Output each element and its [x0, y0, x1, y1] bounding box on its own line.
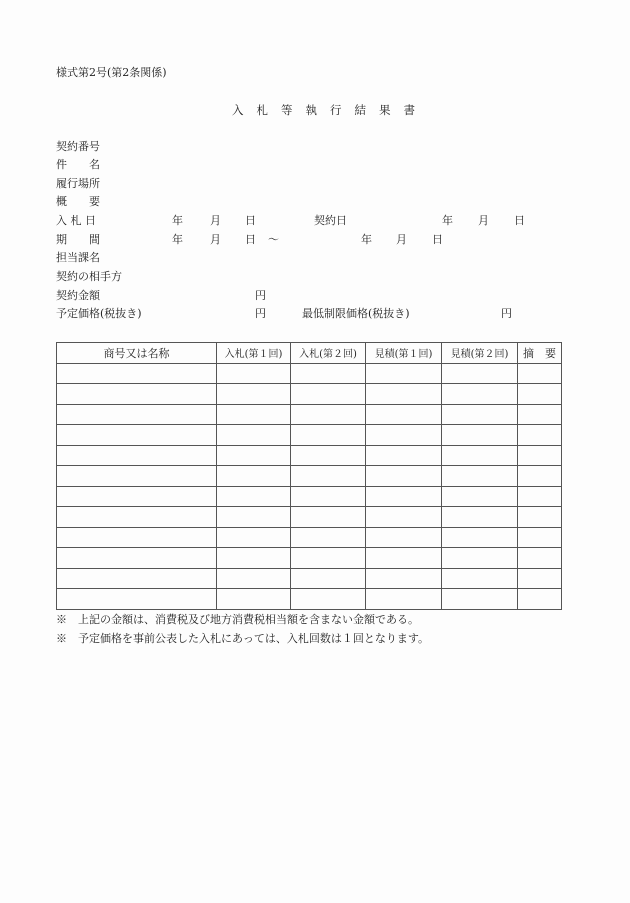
label-min-price: 最低制限価格(税抜き) — [302, 307, 410, 320]
label-est-price: 予定価格(税抜き) — [56, 307, 142, 320]
cell-bid-1[interactable] — [217, 384, 291, 405]
bid-day-unit: 日 — [245, 214, 256, 227]
cell-bid-1[interactable] — [217, 589, 291, 610]
table-header-row — [57, 343, 562, 364]
est-price-yen-unit: 円 — [255, 307, 266, 320]
cell-bid-2[interactable] — [291, 384, 366, 405]
header-quote-2: 見積(第２回) — [442, 343, 518, 364]
period-start-month-unit: 月 — [210, 233, 221, 246]
cell-quote-1[interactable] — [366, 486, 442, 507]
label-summary: 概 要 — [56, 195, 100, 208]
label-dept: 担当課名 — [56, 251, 100, 264]
contract-year-unit: 年 — [442, 214, 453, 227]
cell-company[interactable] — [57, 507, 217, 528]
cell-quote-2[interactable] — [442, 404, 518, 425]
cell-quote-2[interactable] — [442, 425, 518, 446]
header-bid-1: 入札(第１回) — [217, 343, 291, 364]
cell-company[interactable] — [57, 425, 217, 446]
cell-remarks[interactable] — [518, 568, 562, 589]
cell-company[interactable] — [57, 466, 217, 487]
cell-company[interactable] — [57, 527, 217, 548]
header-company: 商号又は名称 — [57, 343, 217, 364]
period-end-month-unit: 月 — [396, 233, 407, 246]
cell-bid-2[interactable] — [291, 445, 366, 466]
cell-bid-2[interactable] — [291, 568, 366, 589]
table-row — [57, 445, 562, 466]
table-row — [57, 466, 562, 487]
table-row — [57, 527, 562, 548]
cell-company[interactable] — [57, 486, 217, 507]
cell-company[interactable] — [57, 568, 217, 589]
cell-quote-2[interactable] — [442, 445, 518, 466]
period-end-day-unit: 日 — [432, 233, 443, 246]
header-remarks: 摘 要 — [518, 343, 562, 364]
cell-bid-1[interactable] — [217, 466, 291, 487]
table-row — [57, 589, 562, 610]
label-contract-date: 契約日 — [314, 214, 347, 227]
cell-quote-1[interactable] — [366, 404, 442, 425]
cell-bid-1[interactable] — [217, 445, 291, 466]
cell-quote-1[interactable] — [366, 425, 442, 446]
min-price-yen-unit: 円 — [501, 307, 512, 320]
cell-bid-2[interactable] — [291, 425, 366, 446]
contract-month-unit: 月 — [478, 214, 489, 227]
table-row — [57, 404, 562, 425]
cell-remarks[interactable] — [518, 425, 562, 446]
bid-year-unit: 年 — [172, 214, 183, 227]
cell-quote-1[interactable] — [366, 527, 442, 548]
cell-bid-2[interactable] — [291, 466, 366, 487]
cell-quote-2[interactable] — [442, 548, 518, 569]
table-row — [57, 568, 562, 589]
table-row — [57, 384, 562, 405]
cell-remarks[interactable] — [518, 466, 562, 487]
cell-quote-1[interactable] — [366, 363, 442, 384]
cell-remarks[interactable] — [518, 486, 562, 507]
cell-quote-1[interactable] — [366, 548, 442, 569]
cell-bid-2[interactable] — [291, 507, 366, 528]
period-tilde: ～ — [268, 233, 279, 246]
cell-remarks[interactable] — [518, 363, 562, 384]
label-bid-date: 入 札 日 — [56, 214, 96, 227]
label-name: 件 名 — [56, 158, 100, 171]
table-row — [57, 363, 562, 384]
cell-bid-1[interactable] — [217, 425, 291, 446]
bid-month-unit: 月 — [210, 214, 221, 227]
label-amount: 契約金額 — [56, 289, 100, 302]
cell-quote-2[interactable] — [442, 363, 518, 384]
cell-quote-2[interactable] — [442, 384, 518, 405]
label-location: 履行場所 — [56, 177, 100, 190]
cell-remarks[interactable] — [518, 384, 562, 405]
cell-bid-2[interactable] — [291, 404, 366, 425]
cell-company[interactable] — [57, 363, 217, 384]
label-contract-no: 契約番号 — [56, 140, 100, 153]
cell-quote-1[interactable] — [366, 589, 442, 610]
cell-company[interactable] — [57, 548, 217, 569]
label-period: 期 間 — [56, 233, 100, 246]
period-end-year-unit: 年 — [361, 233, 372, 246]
table-row — [57, 486, 562, 507]
cell-quote-1[interactable] — [366, 568, 442, 589]
cell-bid-2[interactable] — [291, 486, 366, 507]
cell-bid-1[interactable] — [217, 527, 291, 548]
cell-company[interactable] — [57, 445, 217, 466]
cell-remarks[interactable] — [518, 589, 562, 610]
note-tax: ※ 上記の金額は、消費税及び地方消費税相当額を含まない金額である。 — [56, 613, 419, 626]
contract-day-unit: 日 — [514, 214, 525, 227]
cell-quote-1[interactable] — [366, 445, 442, 466]
cell-bid-2[interactable] — [291, 363, 366, 384]
period-start-day-unit: 日 — [245, 233, 256, 246]
cell-bid-1[interactable] — [217, 548, 291, 569]
cell-bid-1[interactable] — [217, 363, 291, 384]
cell-bid-1[interactable] — [217, 404, 291, 425]
table-row — [57, 507, 562, 528]
header-bid-2: 入札(第２回) — [291, 343, 366, 364]
cell-quote-2[interactable] — [442, 507, 518, 528]
table-row — [57, 548, 562, 569]
amount-yen-unit: 円 — [255, 289, 266, 302]
cell-remarks[interactable] — [518, 445, 562, 466]
cell-quote-1[interactable] — [366, 384, 442, 405]
cell-bid-1[interactable] — [217, 568, 291, 589]
cell-company[interactable] — [57, 384, 217, 405]
header-quote-1: 見積(第１回) — [366, 343, 442, 364]
cell-remarks[interactable] — [518, 527, 562, 548]
table-row — [57, 425, 562, 446]
cell-quote-1[interactable] — [366, 507, 442, 528]
cell-remarks[interactable] — [518, 404, 562, 425]
label-counterparty: 契約の相手方 — [56, 270, 122, 283]
form-number: 様式第2号(第2条関係) — [56, 66, 167, 79]
cell-remarks[interactable] — [518, 507, 562, 528]
cell-bid-1[interactable] — [217, 507, 291, 528]
cell-quote-2[interactable] — [442, 466, 518, 487]
cell-company[interactable] — [57, 404, 217, 425]
cell-quote-2[interactable] — [442, 568, 518, 589]
cell-bid-2[interactable] — [291, 589, 366, 610]
cell-bid-2[interactable] — [291, 548, 366, 569]
document-title: 入札等執行結果書 — [232, 103, 428, 117]
cell-company[interactable] — [57, 589, 217, 610]
cell-quote-2[interactable] — [442, 589, 518, 610]
period-start-year-unit: 年 — [172, 233, 183, 246]
cell-bid-1[interactable] — [217, 486, 291, 507]
cell-quote-2[interactable] — [442, 486, 518, 507]
cell-quote-2[interactable] — [442, 527, 518, 548]
cell-bid-2[interactable] — [291, 527, 366, 548]
results-table — [56, 342, 562, 610]
note-bid-count: ※ 予定価格を事前公表した入札にあっては、入札回数は１回となります。 — [56, 632, 430, 645]
cell-remarks[interactable] — [518, 548, 562, 569]
cell-quote-1[interactable] — [366, 466, 442, 487]
